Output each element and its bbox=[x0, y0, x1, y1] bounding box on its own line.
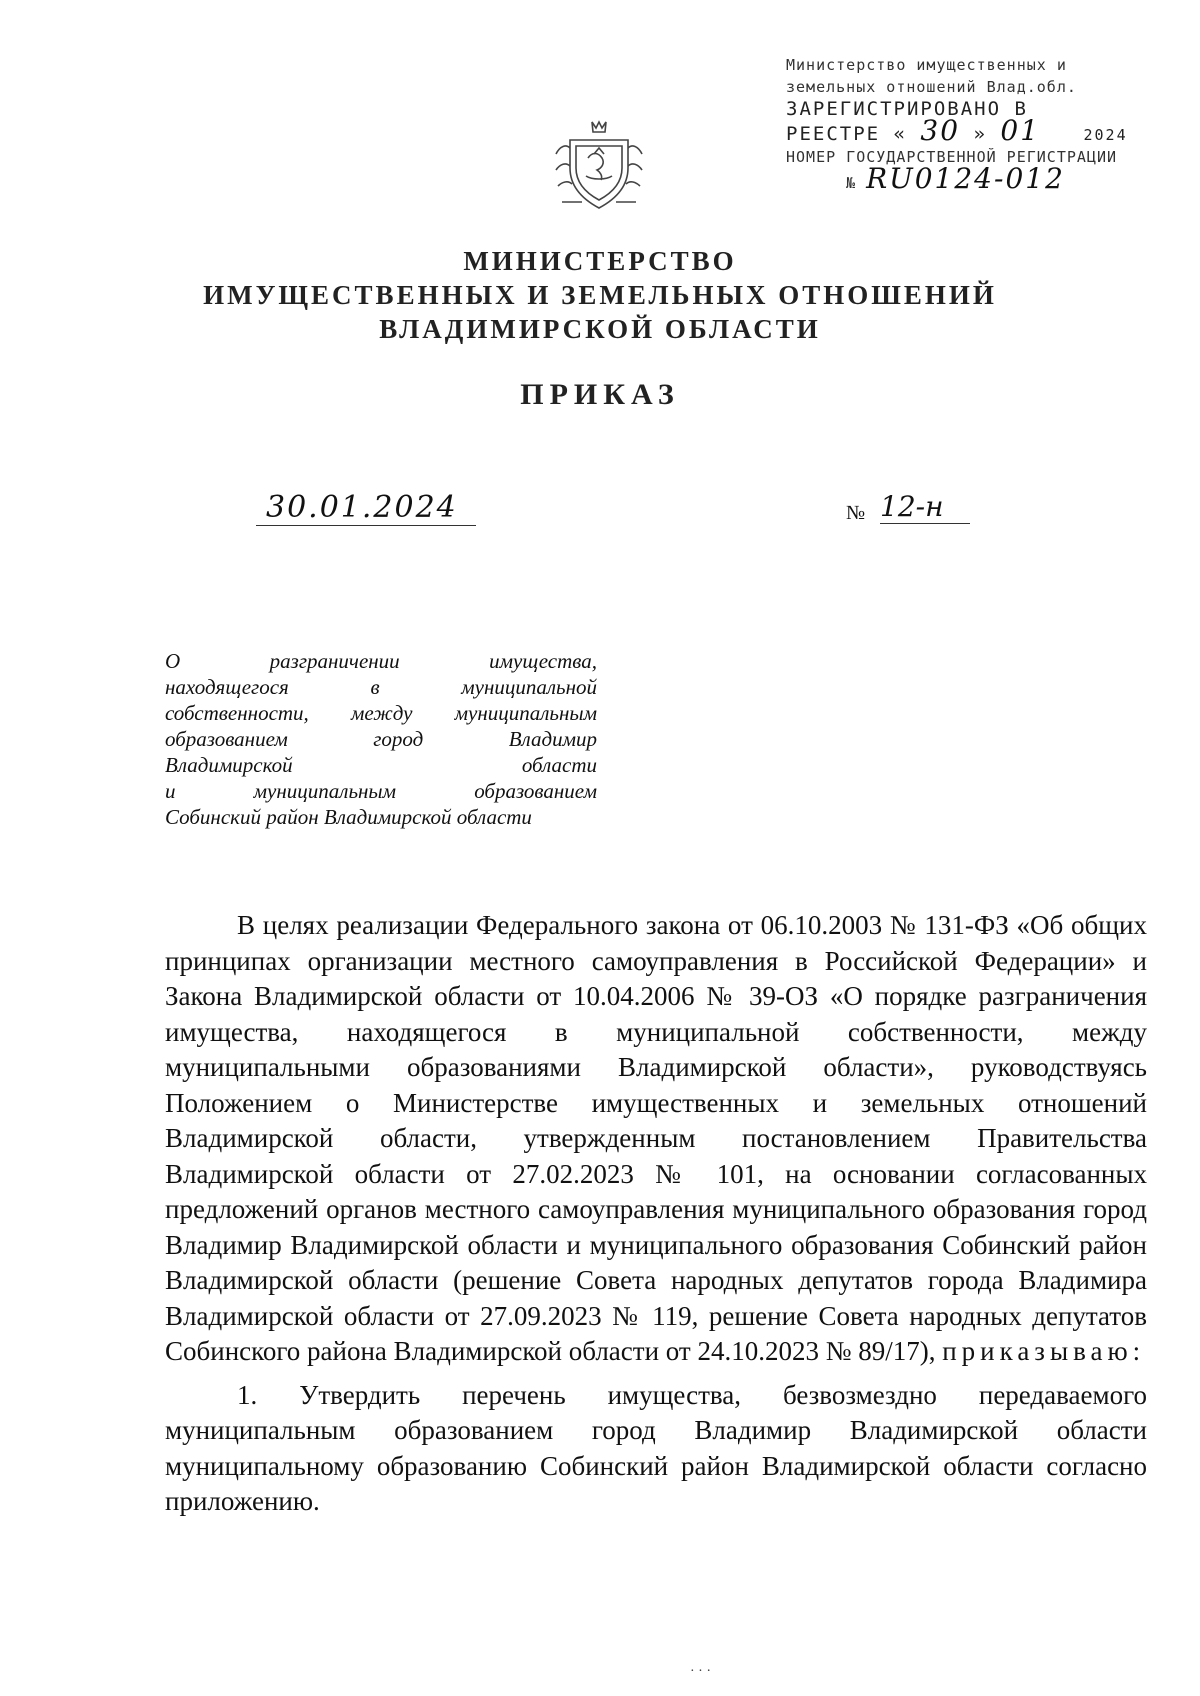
order-date: 30.01.2024 bbox=[256, 490, 476, 526]
stamp-registry-prefix: РЕЕСТРЕ « bbox=[786, 123, 907, 145]
stamp-line-4: РЕЕСТРЕ « 30 » 01 2024 bbox=[786, 114, 1128, 147]
ministry-heading bbox=[150, 244, 1050, 346]
stamp-line-2: земельных отношений Влад.обл. bbox=[786, 78, 1077, 96]
document-type-title: ПРИКАЗ bbox=[520, 378, 680, 411]
subject-line: собственности, между муниципальным bbox=[165, 701, 597, 725]
ministry-heading-line-1: МИНИСТЕРСТВО bbox=[463, 246, 737, 276]
preamble-paragraph bbox=[165, 908, 1147, 1370]
order-number: 12-н bbox=[880, 490, 970, 524]
preamble-text: В целях реализации Федерального закона от 06.10.2003 № 131-ФЗ «Об общих принципах организации местного самоуправления в Российской Федерации» и Закона Владимирской области от 10.04.2006 № 39-ОЗ «О порядке разграничения имущества, находящегося в муниципальной собственности, между муниципальными образованиями Владимирской области», руководствуясь Положением о Министерстве имущественных и земельных отношений Владимирской области, утвержденным постановлением Правительства Владимирской области от 27.02.2023 № 101, на основании согласованных предложений органов местного самоуправления муниципального образования город Владимир Владимирской области и муниципального образования Собинский район Владимирской области (решение Совета народных депутатов города Владимира Владимирской области от 27.09.2023 № 119, решение Совета народных депутатов Собинского района Владимирской области от 24.10.2023 № 89/17), bbox=[165, 910, 1147, 1366]
subject-line: и муниципальным образованием bbox=[165, 779, 597, 803]
stamp-line-1: Министерство имущественных и bbox=[786, 56, 1067, 74]
stamp-registry-year: 2024 bbox=[1083, 126, 1128, 144]
ministry-heading-line-2: ИМУЩЕСТВЕННЫХ И ЗЕМЕЛЬНЫХ ОТНОШЕНИЙ bbox=[203, 280, 997, 310]
stamp-reg-number: RU0124-012 bbox=[866, 162, 1065, 195]
page-footer-mark: · · · bbox=[690, 1664, 711, 1679]
stamp-reg-number-row bbox=[786, 162, 1116, 195]
subject-line: Владимирской области bbox=[165, 753, 597, 777]
subject-line: Собинский район Владимирской области bbox=[165, 805, 532, 829]
stamp-reg-prefix: № bbox=[846, 174, 857, 192]
order-directive-word: приказываю: bbox=[942, 1336, 1146, 1366]
subject-line: образованием город Владимир bbox=[165, 727, 597, 751]
stamp-line-5: НОМЕР ГОСУДАРСТВЕННОЙ РЕГИСТРАЦИИ bbox=[786, 148, 1118, 166]
item-1-paragraph: 1. Утвердить перечень имущества, безвозмездно передаваемого муниципальным образованием город Владимир Владимирской области муниципальному образованию Собинский район Владимирской области согласно приложению. bbox=[165, 1379, 1147, 1516]
registration-stamp bbox=[786, 54, 1128, 195]
order-body bbox=[165, 908, 1147, 1520]
stamp-line-3: ЗАРЕГИСТРИРОВАНО В bbox=[786, 98, 1028, 120]
ministry-heading-line-3: ВЛАДИМИРСКОЙ ОБЛАСТИ bbox=[379, 314, 821, 344]
stamp-registry-day: 30 bbox=[920, 114, 961, 147]
subject-line: находящегося в муниципальной bbox=[165, 675, 597, 699]
order-subject bbox=[165, 648, 597, 830]
order-number-label: № bbox=[846, 502, 866, 524]
coat-of-arms-icon bbox=[552, 118, 646, 214]
stamp-registry-month: 01 bbox=[1000, 114, 1041, 147]
subject-line: О разграничении имущества, bbox=[165, 649, 597, 673]
